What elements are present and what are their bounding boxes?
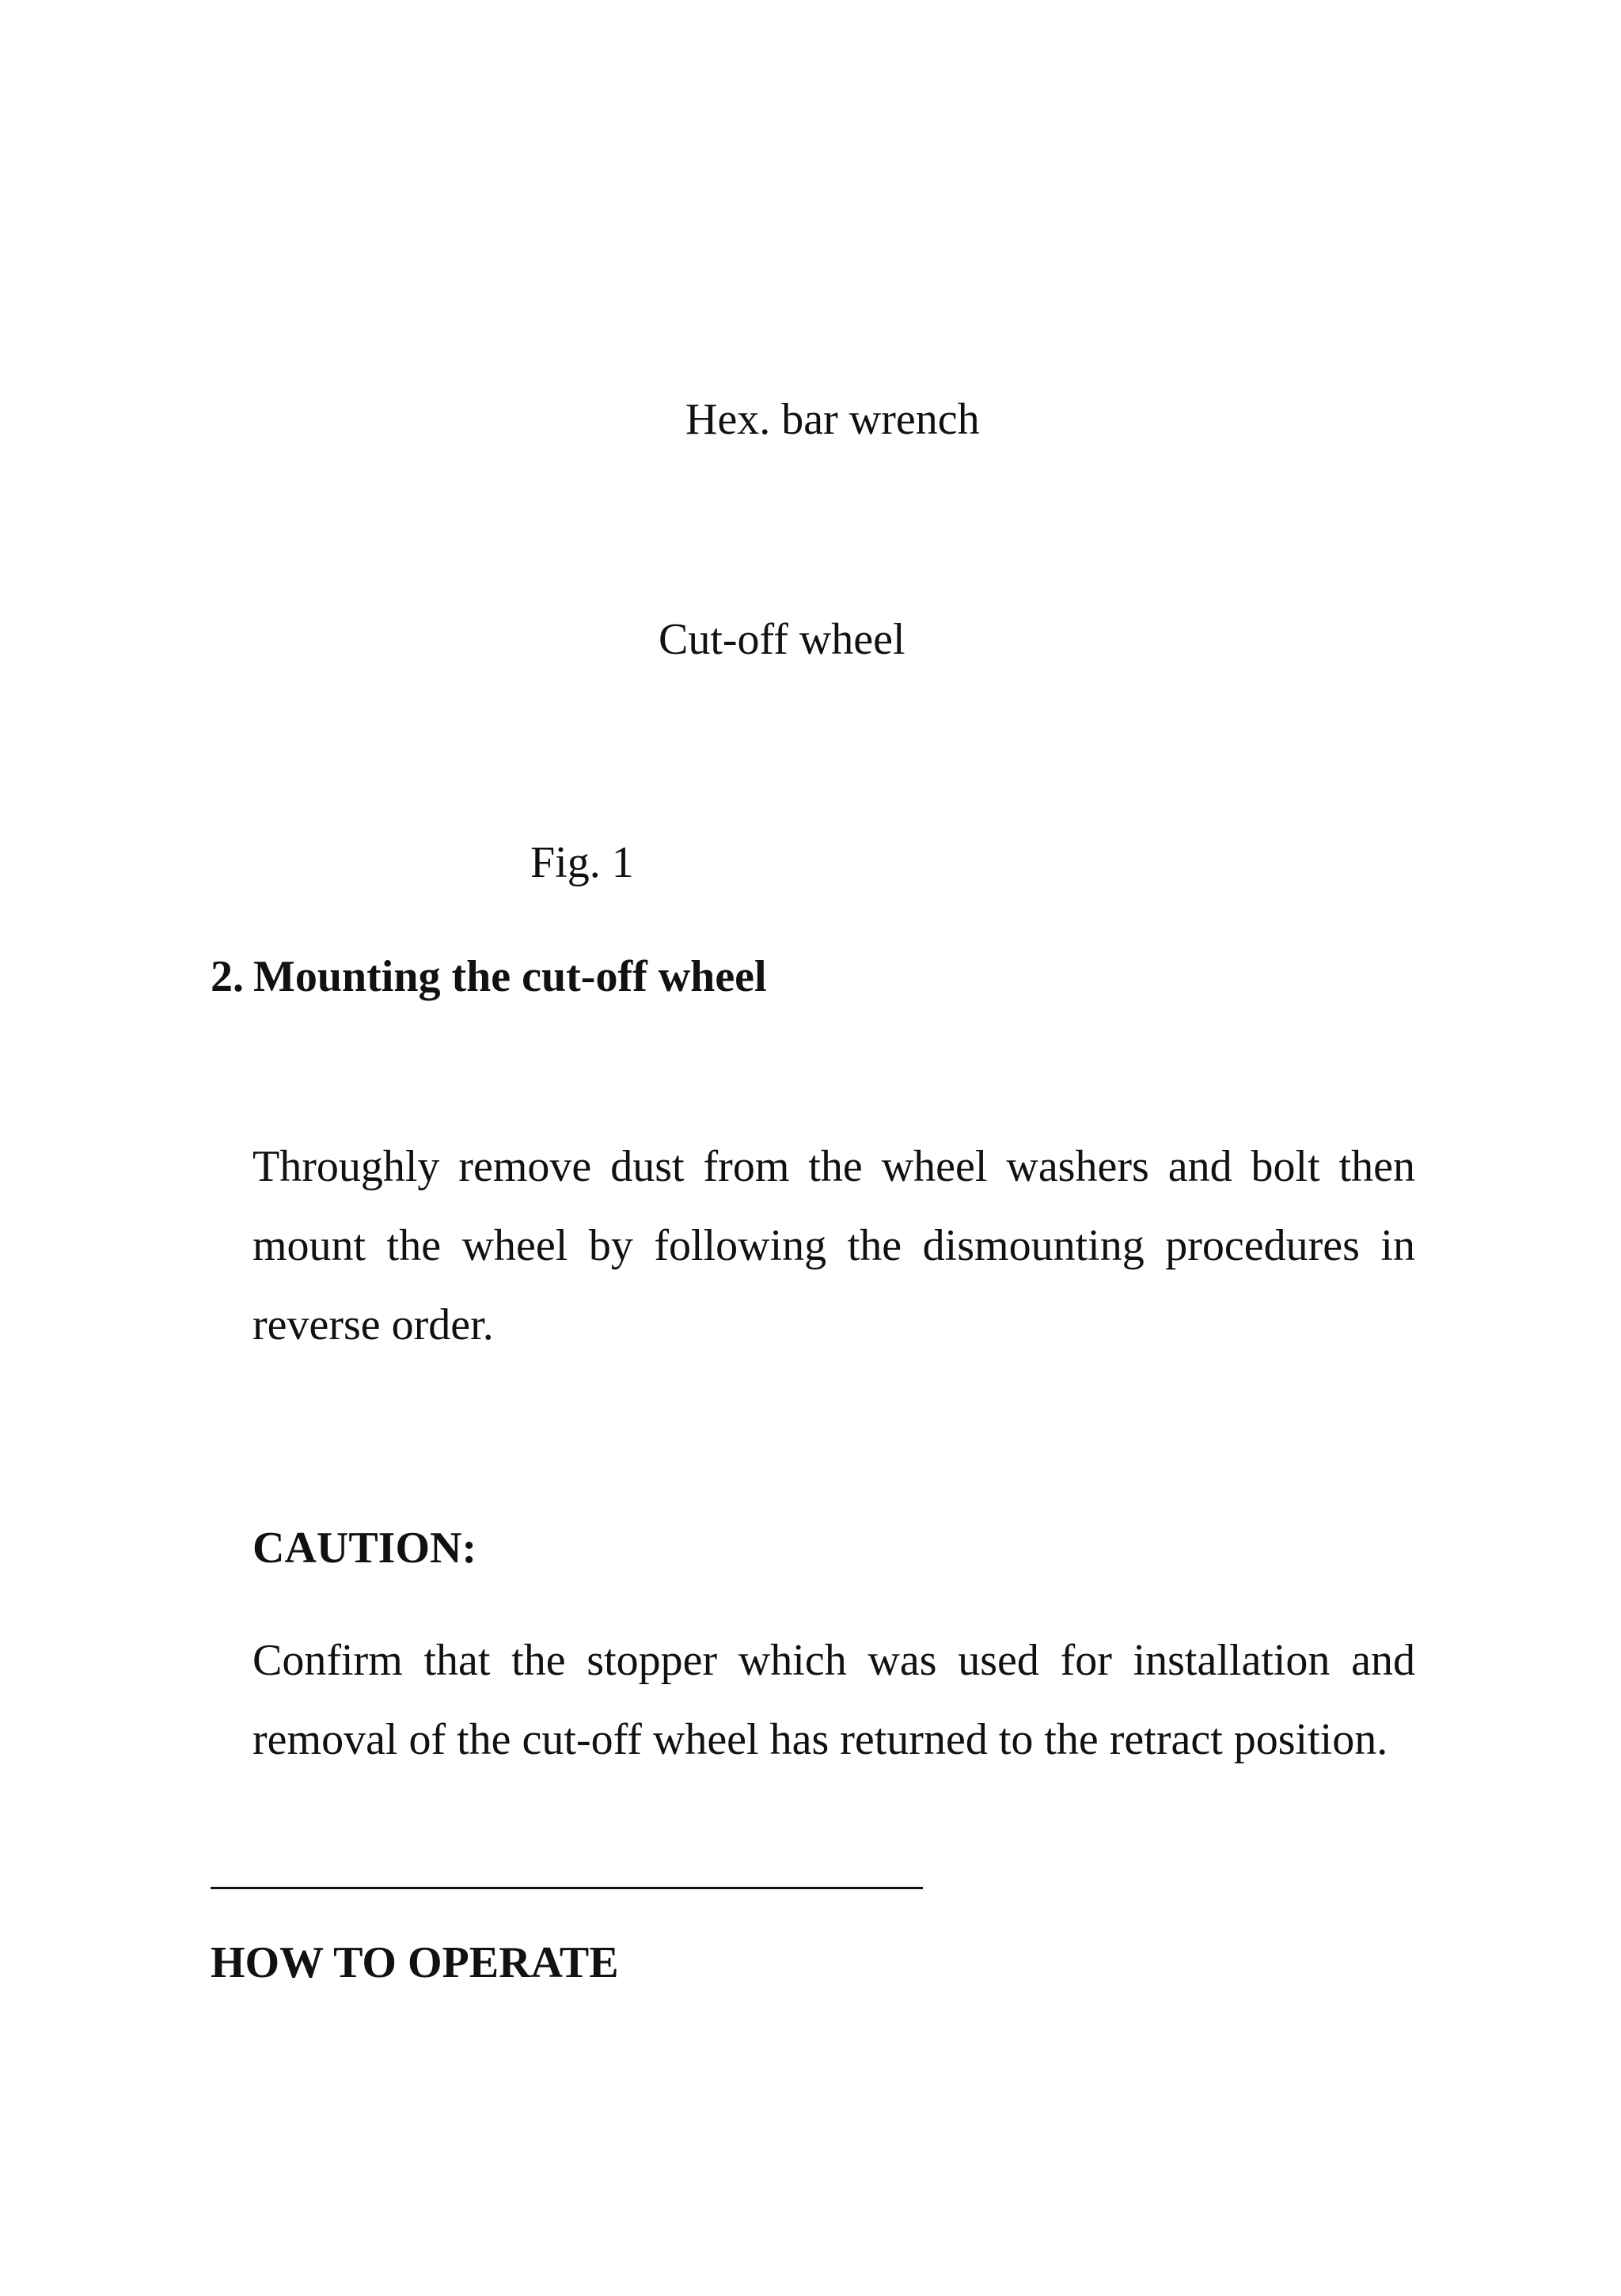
section-number: 2. — [211, 952, 244, 1001]
section-heading — [211, 954, 767, 999]
figure-label-cutoff-wheel: Cut-off wheel — [659, 615, 905, 664]
caution-heading: CAUTION: — [252, 1524, 477, 1573]
caution-body-paragraph: Confirm that the stopper which was used for installation and removal of the cut-off wheel has returned to the retract position. — [252, 1636, 1415, 1764]
section-body-paragraph: Throughly remove dust from the wheel washers and bolt then mount the wheel by following the dismounting procedures in reverse order. — [252, 1142, 1415, 1349]
horizontal-divider — [211, 1887, 923, 1889]
section-title: Mounting the cut-off wheel — [253, 952, 767, 1001]
figure-caption: Fig. 1 — [530, 838, 634, 887]
figure-label-hex-bar-wrench: Hex. bar wrench — [685, 395, 980, 444]
how-to-operate-heading: HOW TO OPERATE — [211, 1938, 619, 1987]
